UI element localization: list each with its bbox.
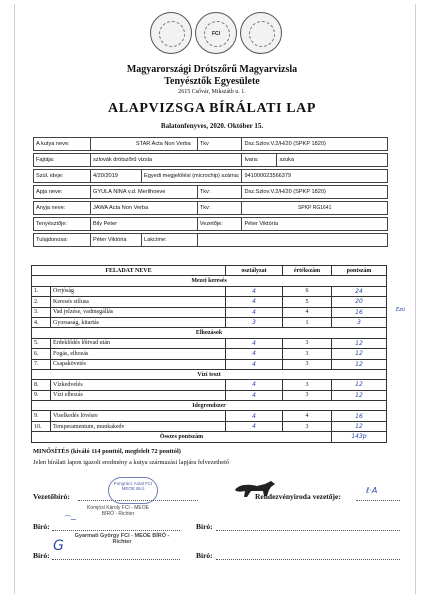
section-row [32, 401, 387, 411]
task-number: 7. [32, 359, 51, 369]
section-row [32, 276, 387, 286]
task-name: Gyorsaság, kitartás [51, 317, 226, 327]
task-name: Vad jelzése, vadmegállás [51, 307, 226, 317]
table-row [32, 359, 387, 369]
points-cell: 12 [332, 359, 387, 369]
task-name: Csapakövetés [51, 359, 226, 369]
factor-cell: 3 [283, 338, 332, 348]
sire-tkv-label: Tkv: [197, 186, 242, 199]
task-name: Viselkedés lövésre [51, 411, 226, 421]
points-cell: 12 [332, 380, 387, 390]
breed-value: szlovák drótszőrű vizsla [91, 154, 242, 167]
sire-label: Apja neve: [34, 186, 91, 199]
info-row-sire [34, 186, 388, 199]
section-title: Vízi teszt [32, 369, 387, 379]
judge2-line [216, 530, 400, 531]
header-factor: értékszám [283, 266, 332, 276]
judge4-line [216, 559, 400, 560]
org-name-line1: Magyarországi Drótszőrű Magyarvizsla [126, 64, 298, 75]
judge1-signature: ⌒~ [62, 515, 77, 524]
table-row [32, 317, 387, 327]
name-value: STAR Acta Non Verba [91, 138, 198, 151]
table-row [32, 421, 387, 431]
info-row-owner [34, 234, 388, 247]
table-row [32, 380, 387, 390]
task-name: Orrjóság [51, 286, 226, 296]
task-number: 9. [32, 411, 51, 421]
judge3-stamp-text: Gyarmati György FCI - MEOE BÍRÓ - Richter [74, 533, 170, 545]
points-cell: 3 [332, 317, 387, 327]
dam-tkv-label: Tkv: [197, 202, 242, 215]
header-task: FELADAT NEVE [32, 266, 226, 276]
total-label: Összes pontszám [32, 432, 332, 442]
task-name: Vízi elhozás [51, 390, 226, 400]
factor-cell: 5 [283, 297, 332, 307]
task-number: 9. [32, 390, 51, 400]
section-row [32, 328, 387, 338]
info-row-breeder [34, 218, 388, 231]
judge2-label: Bíró: [196, 522, 213, 531]
office-signature: ℓ·A [366, 486, 378, 495]
table-row [32, 349, 387, 359]
tkv-value: Dsz.Szlov.V.2/H/20 (SPKP 1820) [242, 138, 388, 151]
info-row-name [34, 138, 388, 151]
header-grade: osztályzat [226, 266, 283, 276]
breeder-value: Bily Peter [91, 218, 198, 231]
grade-cell: 4 [226, 411, 283, 421]
header-points: pontszám [332, 266, 387, 276]
factor-cell: 6 [283, 286, 332, 296]
fci-logo-text: FCI [211, 31, 221, 37]
points-cell: 12 [332, 338, 387, 348]
dam-tkv-value: SPKP RG1641 [242, 202, 388, 215]
task-number: 10. [32, 421, 51, 431]
task-number: 3. [32, 307, 51, 317]
judge4-label: Bíró: [196, 551, 213, 560]
qualification-label: MINŐSÍTÉS (kiváló 114 ponttól, megfelelt 72 ponttól) [33, 448, 181, 455]
tkv-label: Tkv [197, 138, 242, 151]
points-cell: 16 [332, 307, 387, 317]
grade-cell: 4 [226, 380, 283, 390]
judge1-label: Bíró: [33, 522, 50, 531]
org-address: 2615 Csővár, Mikszáth u. 1. [178, 89, 246, 95]
head-judge-stamp [108, 477, 158, 504]
stamp-text-1: Pongrácz Antal FCI MEOE Bíró [113, 481, 153, 491]
factor-cell: 3 [283, 359, 332, 369]
handler-value: Péter Viktória [242, 218, 388, 231]
owner-label: Tulajdonosa: [34, 234, 91, 247]
sex-label: Ivara: [242, 154, 277, 167]
judge3-signature: G [53, 538, 64, 554]
page-title: ALAPVIZSGA BÍRÁLATI LAP [107, 101, 317, 116]
handler-label: Vezetője: [197, 218, 242, 231]
task-number: 4. [32, 317, 51, 327]
grade-cell: 4 [226, 286, 283, 296]
logo-group [150, 6, 280, 60]
table-row [32, 286, 387, 296]
office-head-line [356, 500, 400, 501]
grade-cell: 4 [226, 297, 283, 307]
table-row [32, 297, 387, 307]
dam-label: Anyja neve: [34, 202, 91, 215]
owner-value: Péter Viktória [91, 234, 142, 247]
factor-cell: 4 [283, 307, 332, 317]
table-row [32, 307, 387, 317]
factor-cell: 3 [283, 421, 332, 431]
head-judge-label: Vezetőbíró: [33, 492, 70, 501]
grade-cell: 4 [226, 359, 283, 369]
breed-label: Fajtája: [34, 154, 91, 167]
grade-cell: 4 [226, 349, 283, 359]
total-row [32, 432, 387, 442]
total-value: 143p [332, 432, 387, 442]
factor-cell: 3 [283, 349, 332, 359]
table-row [32, 390, 387, 400]
grade-cell: 3 [226, 317, 283, 327]
section-title: Mezei keresés [32, 276, 387, 286]
residence-value [197, 234, 387, 247]
judge3-label: Bíró: [33, 551, 50, 560]
place-date: Balatonfenyves, 2020. Október 15. [160, 122, 264, 130]
grade-cell: 4 [226, 307, 283, 317]
judge1-stamp-text: Komjósi Károly FCI - MEOE BÍRÓ - Richter [87, 505, 149, 517]
dog-info-table [33, 137, 388, 247]
dam-value: JAWA Acta Non Verba [91, 202, 198, 215]
residence-label: Lakcíme: [142, 234, 198, 247]
chip-value: 941000023566379 [242, 170, 388, 183]
margin-note: Ezü [396, 307, 405, 313]
section-title: Elhozások [32, 328, 387, 338]
factor-cell: 1 [283, 317, 332, 327]
club-logo-icon [150, 12, 192, 54]
task-number: 6. [32, 349, 51, 359]
pedigree-note: Jelen bírálati lapon igazolt eredmény a kutya származási lapjára felvezethető [33, 459, 230, 466]
points-cell: 16 [332, 411, 387, 421]
sire-value: GYULA NINA v.d. Merlihoeve [91, 186, 198, 199]
grade-cell: 4 [226, 338, 283, 348]
score-table [31, 265, 387, 443]
grade-cell: 4 [226, 390, 283, 400]
task-number: 2. [32, 297, 51, 307]
breeder-label: Tenyésztője: [34, 218, 91, 231]
task-number: 8. [32, 380, 51, 390]
sex-value: szuka [277, 154, 388, 167]
judge3-line [52, 559, 180, 560]
factor-cell: 4 [283, 411, 332, 421]
points-cell: 20 [332, 297, 387, 307]
fci-logo-icon [195, 12, 237, 54]
task-number: 1. [32, 286, 51, 296]
points-cell: 12 [332, 349, 387, 359]
task-name: Vízkedvelés [51, 380, 226, 390]
score-header-row [32, 266, 387, 276]
office-head-label: Rendezvényiroda vezetője: [255, 492, 341, 501]
task-name: Érdeklődés lőttvad után [51, 338, 226, 348]
info-row-breed [34, 154, 388, 167]
dob-label: Szül. ideje: [34, 170, 91, 183]
points-cell: 12 [332, 390, 387, 400]
section-row [32, 369, 387, 379]
task-name: Keresés stílusa [51, 297, 226, 307]
info-row-dob [34, 170, 388, 183]
dob-value: 4/20/2019 [91, 170, 142, 183]
table-row [32, 338, 387, 348]
task-number: 5. [32, 338, 51, 348]
judge1-line [52, 530, 180, 531]
section-title: Idegrendszer [32, 401, 387, 411]
task-name: Fogás, elhozás [51, 349, 226, 359]
task-name: Temperamentum, munkakedv [51, 421, 226, 431]
association-logo-icon [240, 12, 282, 54]
grade-cell: 4 [226, 421, 283, 431]
chip-label: Egyedi megjelölési (microchip) száma: [142, 170, 242, 183]
info-row-dam [34, 202, 388, 215]
factor-cell: 3 [283, 390, 332, 400]
table-row [32, 411, 387, 421]
factor-cell: 3 [283, 380, 332, 390]
points-cell: 12 [332, 421, 387, 431]
points-cell: 24 [332, 286, 387, 296]
sire-tkv-value: Dsz.Szlov.V.2/H/20 (SPKP 1820) [242, 186, 388, 199]
name-label: A kutya neve: [34, 138, 91, 151]
org-name-line2: Tenyésztők Egyesülete [164, 76, 260, 87]
